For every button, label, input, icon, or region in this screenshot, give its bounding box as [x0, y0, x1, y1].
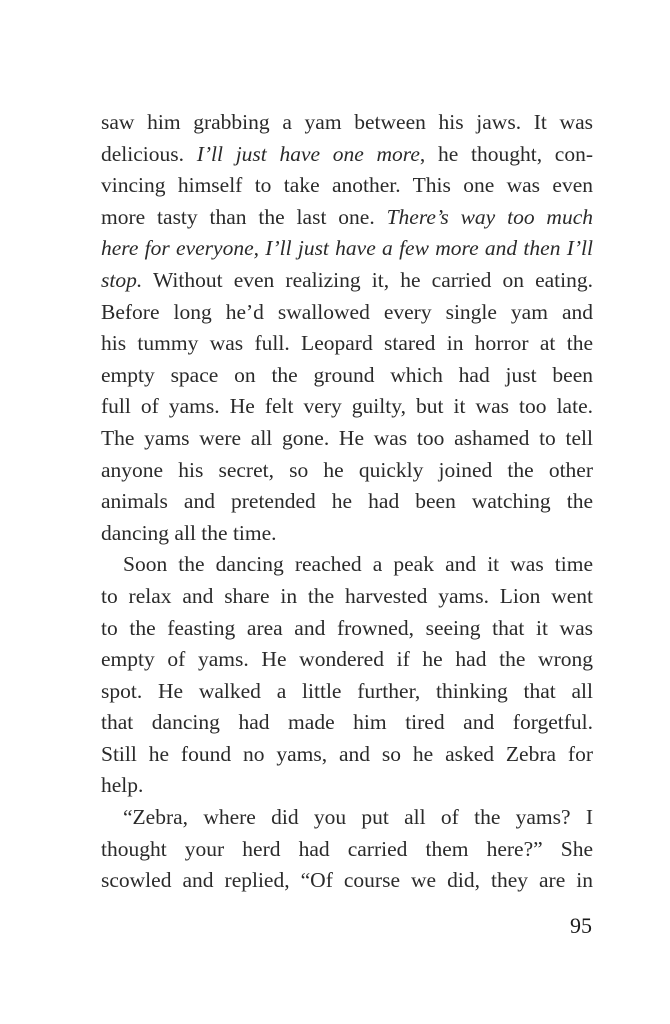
text-segment: help.	[101, 773, 144, 798]
text-line	[101, 233, 593, 265]
text-segment: empty of yams. He wondered if he had the wrong	[101, 647, 593, 672]
text-segment: Soon the dancing reached a peak and it was time	[123, 552, 593, 577]
text-line	[101, 865, 593, 897]
text-line	[101, 455, 593, 487]
italic-text: here for everyone, I’ll just have a few more and then I’ll	[101, 236, 593, 261]
text-line	[101, 802, 593, 834]
italic-text: There’s way too much	[386, 204, 594, 229]
text-line	[101, 297, 593, 329]
text-segment: anyone his secret, so he quickly joined the other	[101, 457, 593, 482]
text-line	[101, 518, 593, 550]
text-segment: dancing all the time.	[101, 520, 277, 545]
text-segment: full of yams. He felt very guilty, but it was too late.	[101, 394, 593, 419]
text-segment: to relax and share in the harvested yams. Lion went	[101, 583, 593, 608]
text-segment: The yams were all gone. He was too ashamed to tell	[101, 425, 593, 450]
text-line	[101, 581, 593, 613]
text-segment: Before long he’d swallowed every single yam and	[101, 299, 593, 324]
text-segment: spot. He walked a little further, thinking that all	[101, 678, 593, 703]
page-number: 95	[570, 913, 592, 938]
text-segment: scowled and replied, “Of course we did, they are in	[101, 868, 593, 893]
text-line	[101, 486, 593, 518]
text-segment: that dancing had made him tired and forgetful.	[101, 710, 593, 735]
text-segment: to the feasting area and frowned, seeing that it was	[101, 615, 593, 640]
text-segment: empty space on the ground which had just been	[101, 362, 593, 387]
text-line	[101, 170, 593, 202]
text-line	[101, 613, 593, 645]
text-segment: animals and pretended he had been watching the	[101, 489, 593, 514]
text-line	[101, 391, 593, 423]
text-segment: Without even realizing it, he carried on eating.	[142, 267, 593, 292]
text-line	[101, 739, 593, 771]
text-line	[101, 770, 593, 802]
text-line	[101, 423, 593, 455]
text-segment: “Zebra, where did you put all of the yams? I	[123, 805, 593, 830]
text-line	[101, 644, 593, 676]
text-segment: Still he found no yams, and so he asked Zebra for	[101, 741, 593, 766]
text-segment: his tummy was full. Leopard stared in horror at the	[101, 331, 593, 356]
text-line	[101, 676, 593, 708]
text-segment: saw him grabbing a yam between his jaws. It was	[101, 110, 593, 134]
text-line	[101, 202, 593, 234]
text-segment: more tasty than the last one.	[101, 204, 387, 229]
text-segment: , he thought, con-	[419, 141, 593, 166]
text-line	[101, 265, 593, 297]
text-segment: delicious.	[101, 141, 197, 166]
italic-text: I’ll just have one more	[196, 141, 420, 166]
text-line	[101, 328, 593, 360]
text-line	[101, 834, 593, 866]
text-line	[101, 707, 593, 739]
italic-text: stop.	[101, 267, 143, 292]
text-line	[101, 107, 593, 139]
text-line	[101, 360, 593, 392]
text-line	[101, 549, 593, 581]
text-segment: thought your herd had carried them here?” She	[101, 836, 593, 861]
text-segment: vincing himself to take another. This one was even	[101, 173, 593, 198]
text-line	[101, 139, 593, 171]
body-text	[101, 107, 593, 897]
